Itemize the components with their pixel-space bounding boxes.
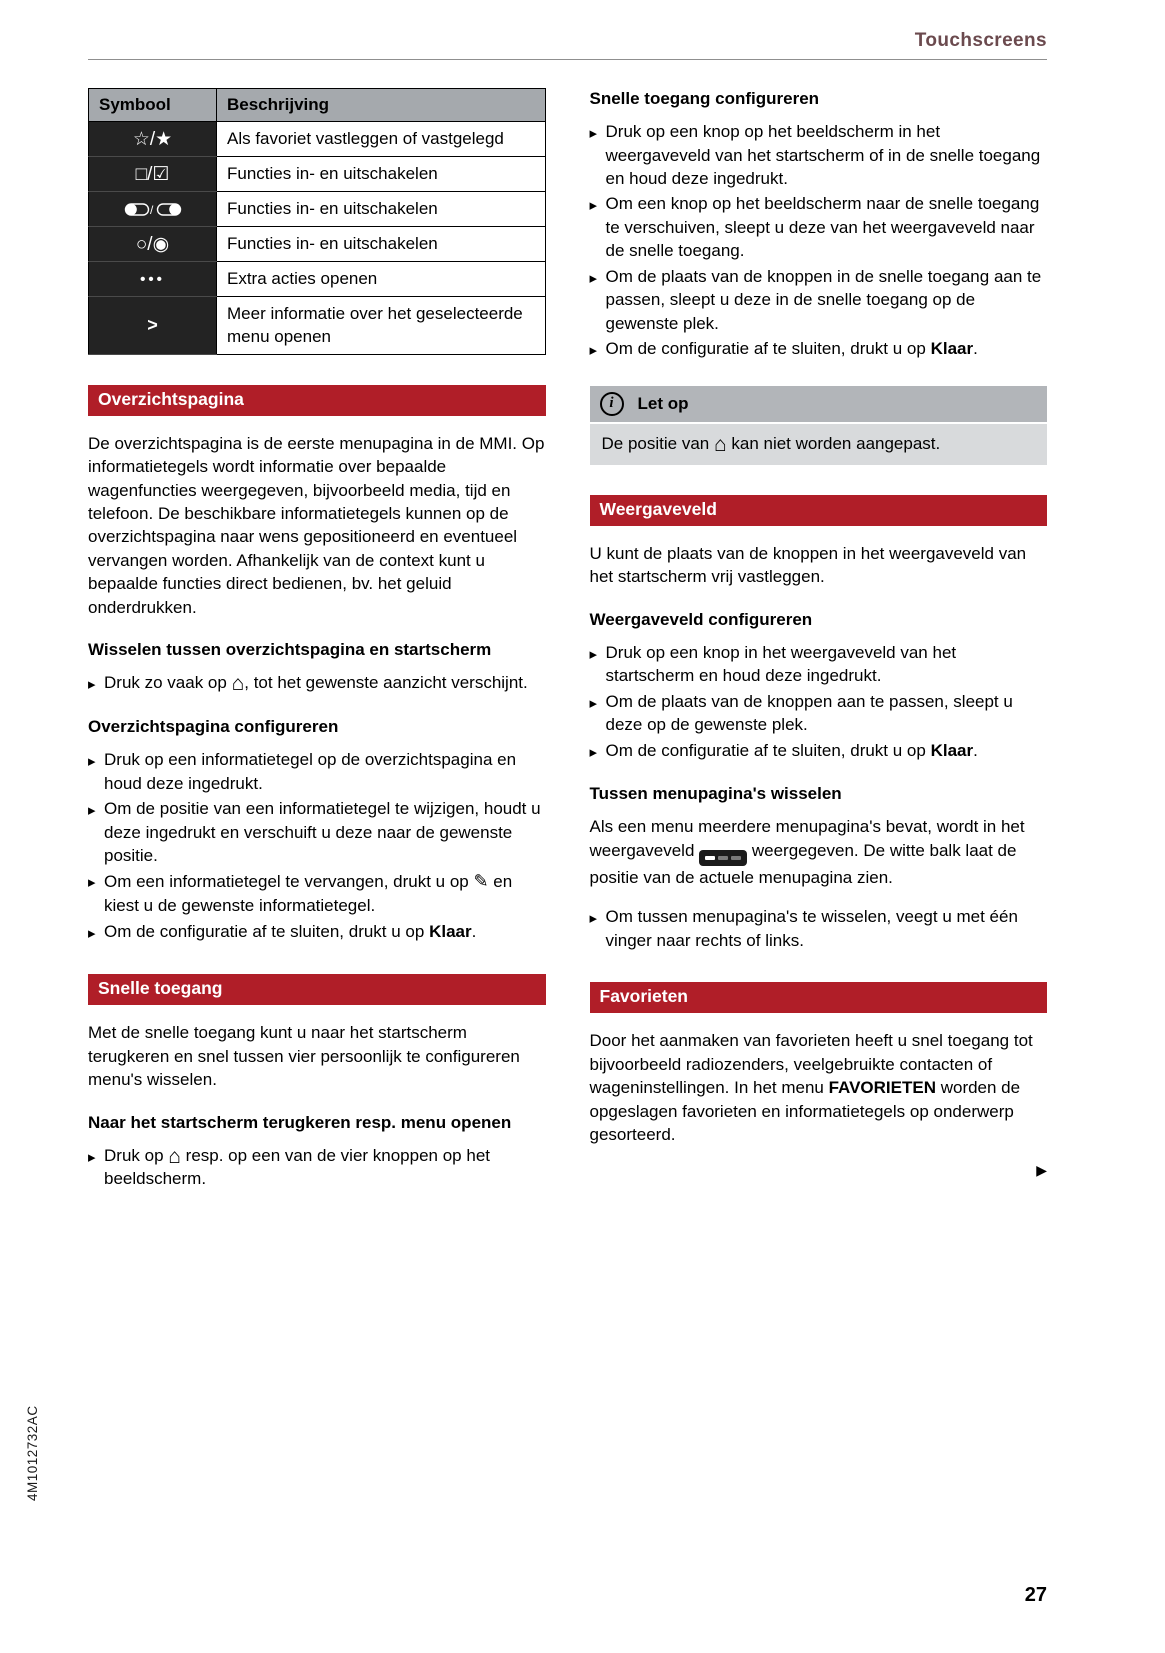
bullet-item: ▸ Druk op een informatietegel op de overzichtspagina en houd deze ingedrukt. [88,748,546,795]
chevron-right-icon: > [89,297,217,354]
bullet-arrow-icon [590,690,606,715]
section-header-favorieten: Favorieten [590,982,1048,1013]
symbol-table-header-symbool: Symbool [89,89,217,122]
ellipsis-icon: ••• [89,262,217,297]
info-icon [600,392,624,416]
weergaveveld-intro: U kunt de plaats van de knoppen in het weergaveveld van het startscherm vrij vastleggen. [589,543,1027,587]
menupaginas-intro: Als een menu meerdere menupagina's bevat, wordt in het weergaveveld weergegeven. De witte balk laat de positie van de actuele menupagina zien. [589,817,1025,887]
continuation-arrow-icon [590,1162,1048,1180]
symbol-description: Functies in- en uitschakelen [217,192,546,227]
symbol-description: Extra acties openen [217,262,546,297]
bullet-item: ▸ Om de plaats van de knoppen in de snelle toegang aan te passen, sleept u deze in de snelle toegang op de gewenste plek. [590,265,1048,335]
bullet-list [88,748,546,944]
bullet-arrow-icon [88,869,104,894]
bullet-item: ▸ Om een informatietegel te vervangen, drukt u op ✎ en kiest u de gewenste informatietegel. [88,869,546,917]
bullet-arrow-icon [590,337,606,362]
two-column-layout [88,88,1047,1205]
running-header: Touchscreens [914,30,1047,51]
document-code: 4M1012732AC [25,1405,40,1501]
subheading-overzichtspagina-configureren: Overzichtspagina configureren [88,717,339,737]
symbol-description: Functies in- en uitschakelen [217,157,546,192]
section-header-weergaveveld: Weergaveveld [590,495,1048,526]
symbol-table-row [89,227,546,262]
bullet-item: ▸ Druk op een knop in het weergaveveld van het startscherm en houd deze ingedrukt. [590,641,1048,688]
bullet-item: ▸ Druk zo vaak op ⌂, tot het gewenste aanzicht verschijnt. [88,671,546,696]
bullet-arrow-icon [88,1144,104,1169]
symbol-table-header-beschrijving: Beschrijving [217,89,546,122]
toggle-icons [89,192,217,227]
page-indicator-icon [699,850,747,866]
header-divider [88,59,1047,60]
right-column [590,88,1048,1205]
left-column [88,88,546,1205]
bullet-list [88,671,546,696]
bullet-list [590,641,1048,764]
overzichtspagina-intro: De overzichtspagina is de eerste menupagina in de MMI. Op informatietegels wordt informatie over bepaalde wagenfuncties weergegeven, bijvoorbeeld media, tijd en telefoon. De beschikbare informatietegels kunnen op de overzichtspagina naar wens gepositioneerd en eventueel vervangen worden. Afhankelijk van de context kunt u bepaalde functies direct bedienen, bv. het geluid onderdrukken. [88,433,545,617]
symbol-table-head [89,89,546,122]
symbol-table-row [89,122,546,157]
bullet-list [88,1144,546,1191]
bullet-list [590,120,1048,362]
checkbox-icons: □/☑ [89,157,217,192]
home-icon: ⌂ [231,672,245,696]
subheading-naar-startscherm: Naar het startscherm terugkeren resp. menu openen [88,1112,512,1132]
bullet-arrow-icon [590,641,606,666]
bullet-item: ▸ Om de plaats van de knoppen aan te passen, sleept u deze op de gewenste plek. [590,690,1048,737]
subheading-wisselen: Wisselen tussen overzichtspagina en startscherm [88,640,492,660]
bullet-item: ▸ Om de configuratie af te sluiten, drukt u op Klaar. [88,920,546,945]
bullet-item: ▸ Om de configuratie af te sluiten, drukt u op Klaar. [590,739,1048,764]
symbol-description: Meer informatie over het geselecteerde menu openen [217,297,546,354]
note-box [590,386,1048,465]
symbol-table-body [89,122,546,355]
subheading-snelle-toegang-configureren: Snelle toegang configureren [589,89,820,108]
bullet-arrow-icon [88,748,104,773]
note-header [590,386,1048,424]
bullet-arrow-icon [590,739,606,764]
symbol-table [88,88,546,355]
symbol-description: Als favoriet vastleggen of vastgelegd [217,122,546,157]
page-number: 27 [1024,1584,1047,1606]
note-text: De positie van ⌂ kan niet worden aangepast. [590,424,1048,465]
bullet-item: ▸ Druk op ⌂ resp. op een van de vier knoppen op het beeldscherm. [88,1144,546,1191]
note-title: Let op [637,393,689,413]
bullet-arrow-icon [590,265,606,290]
section-header-overzichtspagina: Overzichtspagina [88,385,546,416]
edit-pencil-icon: ✎ [473,871,489,892]
snelle-toegang-intro: Met de snelle toegang kunt u naar het startscherm terugkeren en snel tussen vier persoonlijk te configureren menu's wisselen. [88,1023,520,1090]
bullet-arrow-icon [88,920,104,945]
symbol-table-row [89,192,546,227]
symbol-table-row [89,157,546,192]
bullet-item: ▸ Om tussen menupagina's te wisselen, veegt u met één vinger naar rechts of links. [590,905,1048,952]
favorite-star-icons: ☆/★ [89,122,217,157]
subheading-tussen-menupaginas: Tussen menupagina's wisselen [589,784,842,804]
symbol-table-row [89,297,546,354]
home-icon: ⌂ [713,432,727,456]
bullet-item: ▸ Om de positie van een informatietegel te wijzigen, houdt u deze ingedrukt en verschuift u deze naar de gewenste positie. [88,797,546,867]
favorieten-intro: Door het aanmaken van favorieten heeft u snel toegang tot bijvoorbeeld radiozenders, veelgebruikte contacten of wageninstellingen. In het menu FAVORIETEN worden de opgeslagen favorieten en informatietegels op onderwerp gesorteerd. [589,1031,1033,1145]
bullet-arrow-icon [590,192,606,217]
subheading-weergaveveld-configureren: Weergaveveld configureren [589,609,813,629]
home-icon: ⌂ [168,1144,181,1168]
bullet-arrow-icon [88,671,104,696]
symbol-table-row [89,262,546,297]
section-header-snelle-toegang: Snelle toegang [88,974,546,1005]
bullet-item: ▸ Om een knop op het beeldscherm naar de snelle toegang te verschuiven, sleept u deze van het weergaveveld naar de snelle toegang. [590,192,1048,262]
bullet-arrow-icon [88,797,104,822]
bullet-arrow-icon [590,905,606,930]
symbol-description: Functies in- en uitschakelen [217,227,546,262]
bullet-list [590,905,1048,952]
bullet-arrow-icon [590,120,606,145]
svg-text:/: / [149,203,153,218]
bullet-item: ▸ Om de configuratie af te sluiten, drukt u op Klaar. [590,337,1048,362]
radio-icons: ○/◉ [89,227,217,262]
bullet-item: ▸ Druk op een knop op het beeldscherm in het weergaveveld van het startscherm of in de snelle toegang en houd deze ingedrukt. [590,120,1048,190]
